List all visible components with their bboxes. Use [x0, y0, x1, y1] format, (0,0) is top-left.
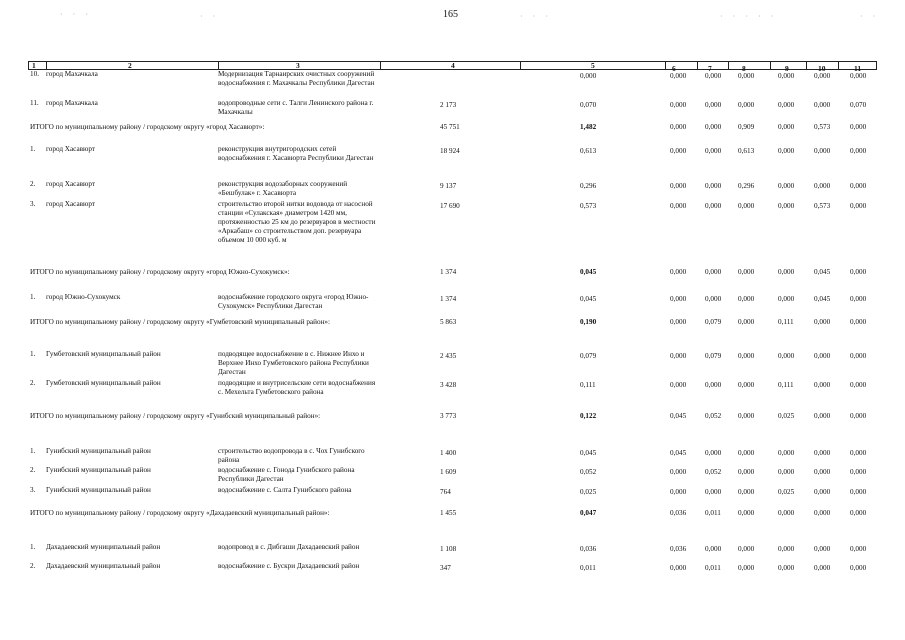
- header-col-4: 4: [451, 61, 455, 70]
- row-year-value: 0,000: [670, 101, 687, 109]
- row-year-value: 0,052: [705, 468, 722, 476]
- row-number: 1.: [30, 543, 36, 551]
- row-year-value: 0,000: [670, 72, 687, 80]
- row-description: строительство второй нитки водовода от насосной станции «Сулакская» диаметром 1420 мм, протяженностью 25 км до резервуаров в местности «Аркабаш» со строительством доп. резервуара объемом 10 000 куб. м: [218, 200, 376, 244]
- row-place: Гумбетовский муниципальный район: [46, 350, 161, 358]
- row-year-value: 0,000: [814, 488, 831, 496]
- row-year-value: 0,000: [814, 72, 831, 80]
- row-cost: 1 455: [440, 509, 457, 517]
- row-number: 3.: [30, 486, 36, 494]
- header-col-2: 2: [128, 61, 132, 70]
- row-cost: 9 137: [440, 182, 457, 190]
- row-cost: 764: [440, 488, 451, 496]
- row-year-value: 0,000: [670, 564, 687, 572]
- row-year-value: 0,000: [814, 381, 831, 389]
- header-column-divider: [380, 61, 381, 70]
- row-place: город Махачкала: [46, 70, 98, 78]
- row-place: Гунибский муниципальный район: [46, 466, 151, 474]
- row-cost: 18 924: [440, 147, 460, 155]
- row-number: 2.: [30, 379, 36, 387]
- row-year-value: 0,000: [738, 449, 755, 457]
- row-year-value: 0,000: [670, 468, 687, 476]
- row-year-value: 0,025: [778, 488, 795, 496]
- row-place: город Хасавюрт: [46, 180, 96, 188]
- row-year-value: 0,079: [705, 318, 722, 326]
- row-year-value: 0,000: [778, 123, 795, 131]
- row-year-value: 0,000: [850, 72, 867, 80]
- row-place: Дахадаевский муниципальный район: [46, 543, 161, 551]
- row-year-value: 0,000: [705, 295, 722, 303]
- row-description: Модернизация Тарнаирских очистных сооружений водоснабжения г. Махачкалы Республики Дагестан: [218, 70, 375, 87]
- row-total-value: 0,047: [580, 509, 597, 517]
- header-column-divider: [728, 61, 729, 70]
- row-year-value: 0,000: [850, 147, 867, 155]
- row-place: город Хасавюрт: [46, 200, 96, 208]
- row-year-value: 0,000: [850, 352, 867, 360]
- row-year-value: 0,000: [814, 147, 831, 155]
- row-year-value: 0,000: [850, 564, 867, 572]
- row-number: 1.: [30, 350, 36, 358]
- row-total-value: 0,025: [580, 488, 597, 496]
- row-year-value: 0,052: [705, 412, 722, 420]
- row-total-value: 0,296: [580, 182, 597, 190]
- row-place: Гунибский муниципальный район: [46, 486, 151, 494]
- row-year-value: 0,000: [850, 182, 867, 190]
- row-year-value: 0,000: [738, 545, 755, 553]
- row-year-value: 0,000: [778, 545, 795, 553]
- total-label: ИТОГО по муниципальному району / городскому округу «Дахадаевский муниципальный район»:: [30, 509, 330, 517]
- row-total-value: 0,011: [580, 564, 596, 572]
- row-year-value: 0,000: [738, 295, 755, 303]
- row-number: 10.: [30, 70, 39, 78]
- row-number: 11.: [30, 99, 39, 107]
- header-col-5: 5: [591, 61, 595, 70]
- header-column-divider: [697, 61, 698, 70]
- header-col-10: 10: [818, 64, 826, 73]
- row-cost: 45 751: [440, 123, 460, 131]
- row-place: Дахадаевский муниципальный район: [46, 562, 161, 570]
- row-year-value: 0,045: [814, 268, 831, 276]
- row-total-value: 0,070: [580, 101, 597, 109]
- row-year-value: 0,000: [850, 202, 867, 210]
- row-place: город Махачкала: [46, 99, 98, 107]
- row-year-value: 0,045: [670, 412, 687, 420]
- row-year-value: 0,025: [778, 412, 795, 420]
- row-year-value: 0,000: [778, 268, 795, 276]
- row-year-value: 0,000: [814, 545, 831, 553]
- row-year-value: 0,011: [705, 509, 721, 517]
- row-year-value: 0,000: [778, 72, 795, 80]
- row-year-value: 0,000: [670, 182, 687, 190]
- row-total-value: 0,000: [580, 72, 597, 80]
- row-year-value: 0,000: [738, 488, 755, 496]
- row-place: Гунибский муниципальный район: [46, 447, 151, 455]
- header-column-divider: [665, 61, 666, 70]
- header-col-8: 8: [742, 64, 746, 73]
- row-year-value: 0,070: [850, 101, 867, 109]
- row-cost: 1 108: [440, 545, 457, 553]
- row-year-value: 0,000: [778, 509, 795, 517]
- row-year-value: 0,000: [738, 509, 755, 517]
- header-column-divider: [520, 61, 521, 70]
- row-year-value: 0,000: [778, 295, 795, 303]
- row-description: подводящее водоснабжение в с. Нижнее Инхо и Верхнее Инхо Гумбетовского района Республики Дагестан: [218, 350, 369, 376]
- row-year-value: 0,045: [670, 449, 687, 457]
- row-number: 1.: [30, 447, 36, 455]
- scan-noise: · ·: [860, 12, 880, 21]
- row-number: 1.: [30, 145, 36, 153]
- row-year-value: 0,000: [814, 318, 831, 326]
- row-year-value: 0,000: [738, 381, 755, 389]
- row-total-value: 0,045: [580, 268, 597, 276]
- row-place: город Южно-Сухокумск: [46, 293, 121, 301]
- row-number: 2.: [30, 466, 36, 474]
- row-year-value: 0,000: [814, 509, 831, 517]
- header-column-divider: [28, 61, 29, 70]
- row-description: водопровод в с. Дибгаши Дахадаевский район: [218, 543, 360, 551]
- row-total-value: 0,045: [580, 295, 597, 303]
- row-year-value: 0,000: [705, 381, 722, 389]
- row-cost: 3 428: [440, 381, 457, 389]
- row-total-value: 0,045: [580, 449, 597, 457]
- row-year-value: 0,011: [705, 564, 721, 572]
- row-year-value: 0,000: [670, 318, 687, 326]
- row-description: реконструкция внутригородских сетей водоснабжения г. Хасавюрта Республики Дагестан: [218, 145, 374, 162]
- row-total-value: 0,613: [580, 147, 597, 155]
- row-place: город Хасавюрт: [46, 145, 96, 153]
- row-cost: 3 773: [440, 412, 457, 420]
- page-number: 165: [443, 9, 458, 20]
- row-year-value: 0,111: [778, 318, 794, 326]
- row-description: водоснабжение с. Бускри Дахадаевский район: [218, 562, 360, 570]
- row-total-value: 0,122: [580, 412, 597, 420]
- row-number: 2.: [30, 562, 36, 570]
- row-year-value: 0,000: [778, 564, 795, 572]
- row-year-value: 0,000: [850, 509, 867, 517]
- row-year-value: 0,000: [670, 268, 687, 276]
- row-year-value: 0,000: [670, 488, 687, 496]
- row-year-value: 0,000: [814, 412, 831, 420]
- row-year-value: 0,000: [705, 545, 722, 553]
- row-description: водопроводные сети с. Талги Ленинского района г. Махачкалы: [218, 99, 374, 116]
- row-year-value: 0,000: [670, 202, 687, 210]
- row-year-value: 0,296: [738, 182, 755, 190]
- row-year-value: 0,036: [670, 509, 687, 517]
- row-year-value: 0,000: [705, 488, 722, 496]
- header-col-1: 1: [32, 61, 36, 70]
- row-cost: 2 173: [440, 101, 457, 109]
- row-year-value: 0,000: [705, 449, 722, 457]
- header-column-divider: [806, 61, 807, 70]
- row-cost: 1 374: [440, 295, 457, 303]
- header-col-9: 9: [785, 64, 789, 73]
- row-year-value: 0,000: [850, 268, 867, 276]
- row-year-value: 0,000: [778, 147, 795, 155]
- header-col-11: 11: [854, 64, 862, 73]
- row-cost: 2 435: [440, 352, 457, 360]
- row-number: 1.: [30, 293, 36, 301]
- row-description: водоснабжение с. Гонода Гунибского района Республики Дагестан: [218, 466, 355, 483]
- header-column-divider: [838, 61, 839, 70]
- row-year-value: 0,000: [778, 101, 795, 109]
- row-year-value: 0,000: [850, 488, 867, 496]
- header-column-divider: [770, 61, 771, 70]
- scan-noise: · ·: [200, 12, 220, 21]
- row-year-value: 0,909: [738, 123, 755, 131]
- row-number: 3.: [30, 200, 36, 208]
- row-year-value: 0,000: [850, 468, 867, 476]
- row-total-value: 0,573: [580, 202, 597, 210]
- row-year-value: 0,000: [738, 412, 755, 420]
- row-description: подводящие и внутрисельские сети водоснабжения с. Мехельта Гумбетовского района: [218, 379, 376, 396]
- row-year-value: 0,000: [705, 72, 722, 80]
- row-year-value: 0,000: [850, 545, 867, 553]
- row-year-value: 0,000: [814, 564, 831, 572]
- row-year-value: 0,000: [738, 202, 755, 210]
- row-year-value: 0,000: [850, 123, 867, 131]
- row-year-value: 0,000: [670, 381, 687, 389]
- row-year-value: 0,000: [670, 295, 687, 303]
- row-total-value: 0,111: [580, 381, 596, 389]
- row-year-value: 0,000: [670, 147, 687, 155]
- row-year-value: 0,045: [814, 295, 831, 303]
- total-label: ИТОГО по муниципальному району / городскому округу «город Хасавюрт»:: [30, 123, 265, 131]
- row-cost: 1 374: [440, 268, 457, 276]
- row-year-value: 0,000: [705, 268, 722, 276]
- row-cost: 1 400: [440, 449, 457, 457]
- header-col-7: 7: [708, 64, 712, 73]
- row-year-value: 0,000: [705, 182, 722, 190]
- row-cost: 347: [440, 564, 451, 572]
- total-label: ИТОГО по муниципальному району / городскому округу «Гунибский муниципальный район»:: [30, 412, 321, 420]
- row-year-value: 0,000: [670, 352, 687, 360]
- scan-noise: · · ·: [60, 10, 92, 19]
- header-col-3: 3: [296, 61, 300, 70]
- row-cost: 17 690: [440, 202, 460, 210]
- row-description: водоснабжение городского округа «город Южно-Сухокумск» Республики Дагестан: [218, 293, 369, 310]
- row-year-value: 0,000: [738, 468, 755, 476]
- row-year-value: 0,000: [814, 352, 831, 360]
- row-year-value: 0,000: [814, 468, 831, 476]
- row-year-value: 0,000: [850, 412, 867, 420]
- row-total-value: 0,036: [580, 545, 597, 553]
- row-year-value: 0,000: [778, 449, 795, 457]
- scan-noise: · · · · ·: [720, 12, 778, 21]
- header-col-6: 6: [672, 64, 676, 73]
- row-year-value: 0,000: [738, 564, 755, 572]
- row-year-value: 0,000: [814, 101, 831, 109]
- row-description: водоснабжение с. Салта Гунибского района: [218, 486, 352, 494]
- row-description: строительство водопровода в с. Чох Гунибского района: [218, 447, 365, 464]
- row-description: реконструкция водозаборных сооружений «Бешбулак» г. Хасавюрта: [218, 180, 348, 197]
- row-year-value: 0,000: [705, 147, 722, 155]
- row-year-value: 0,000: [850, 381, 867, 389]
- row-total-value: 0,052: [580, 468, 597, 476]
- row-year-value: 0,000: [738, 72, 755, 80]
- row-year-value: 0,573: [814, 123, 831, 131]
- row-year-value: 0,111: [778, 381, 794, 389]
- header-column-divider: [218, 61, 219, 70]
- row-place: Гумбетовский муниципальный район: [46, 379, 161, 387]
- scan-noise: · · ·: [520, 12, 552, 21]
- header-column-divider: [46, 61, 47, 70]
- row-year-value: 0,000: [850, 318, 867, 326]
- row-year-value: 0,000: [778, 352, 795, 360]
- row-year-value: 0,000: [705, 123, 722, 131]
- row-year-value: 0,000: [778, 468, 795, 476]
- row-number: 2.: [30, 180, 36, 188]
- row-year-value: 0,000: [738, 101, 755, 109]
- header-column-divider: [876, 61, 877, 70]
- row-year-value: 0,000: [705, 202, 722, 210]
- row-year-value: 0,000: [738, 352, 755, 360]
- row-year-value: 0,036: [670, 545, 687, 553]
- row-year-value: 0,000: [850, 449, 867, 457]
- row-cost: 1 609: [440, 468, 457, 476]
- row-year-value: 0,000: [814, 182, 831, 190]
- total-label: ИТОГО по муниципальному району / городскому округу «Гумбетовский муниципальный район»:: [30, 318, 331, 326]
- row-year-value: 0,613: [738, 147, 755, 155]
- row-year-value: 0,079: [705, 352, 722, 360]
- row-total-value: 0,190: [580, 318, 597, 326]
- row-year-value: 0,573: [814, 202, 831, 210]
- row-year-value: 0,000: [738, 318, 755, 326]
- row-year-value: 0,000: [670, 123, 687, 131]
- row-total-value: 1,482: [580, 123, 597, 131]
- row-year-value: 0,000: [850, 295, 867, 303]
- row-year-value: 0,000: [814, 449, 831, 457]
- row-total-value: 0,079: [580, 352, 597, 360]
- row-year-value: 0,000: [705, 101, 722, 109]
- row-year-value: 0,000: [738, 268, 755, 276]
- row-year-value: 0,000: [778, 202, 795, 210]
- row-year-value: 0,000: [778, 182, 795, 190]
- total-label: ИТОГО по муниципальному району / городскому округу «город Южно-Сухокумск»:: [30, 268, 290, 276]
- row-cost: 5 863: [440, 318, 457, 326]
